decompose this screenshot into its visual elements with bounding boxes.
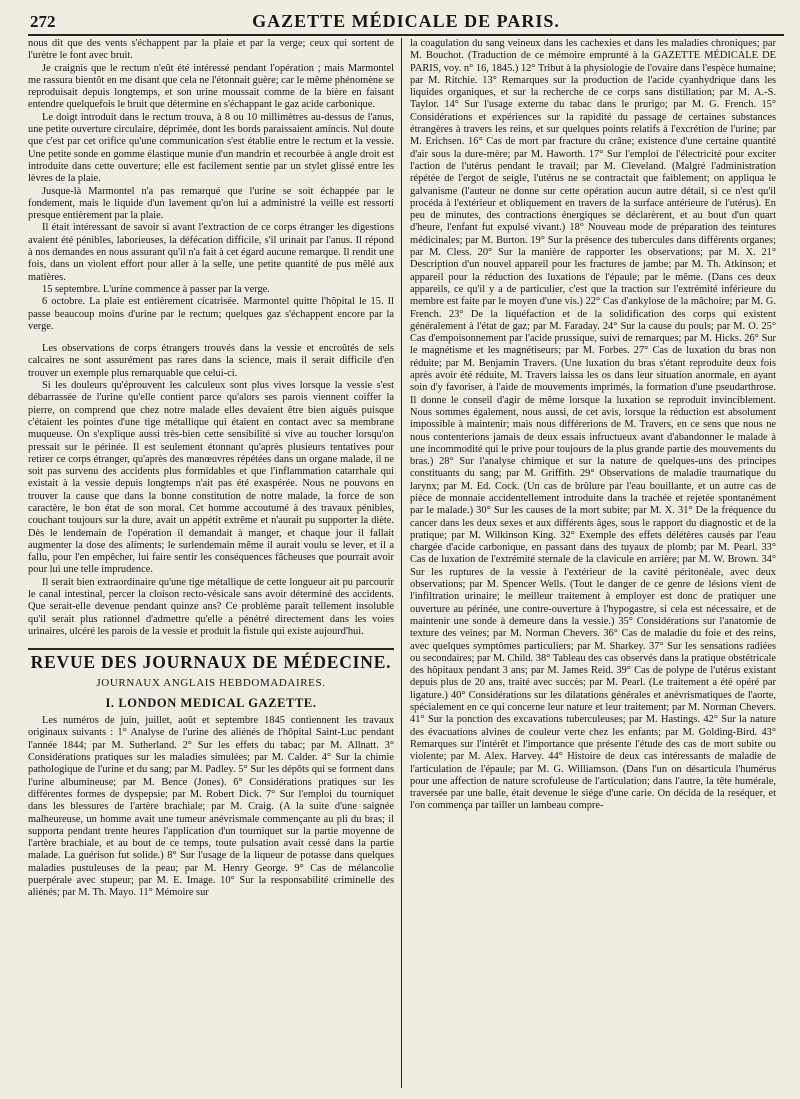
journal-title: GAZETTE MÉDICALE DE PARIS. [252,11,560,31]
paragraph: 15 septembre. L'urine commence à passer par la verge. [42,283,270,295]
left-column [28,38,402,1088]
right-column [402,38,776,1088]
section-divider [28,648,394,650]
text-columns [28,38,784,1088]
paragraph: Si les douleurs qu'éprouvent les calculeux sont plus vives lorsque la vessie s'est débarrassée de l'urine qu'elle contient parce qu'alors ses parois viennent coiffer la pierre, on comprend que chez notre malade elles devaient être bien aiguës puisque c'étaient les pointes d'une tige métallique qui étaient en contact avec sa membrane muqueuse. On s'explique aussi très-bien cette sensibilité si vive au toucher lorsqu'on pressait sur le périnée. Il est seulement étonnant qu'après plusieurs tentatives pour retirer ce corps étranger, qu'après des manœuvres répétées dans un organe malade, il ne soit pas survenu des accidents plus formidables et que l'inflammation catarrhale qui existait à la vessie depuis longtemps n'ait pas été exaspérée. Nous ne pouvons en trouver la cause que dans la bonne constitution de notre malade, la force de son caractère, le bon état de son moral. Cet homme accoutumé à des travaux pénibles, couchant toujours sur la dure, avait un appétit extrême et n'aurait pu supporter la diète. Dès le lendemain de l'opération il demandait à manger, et chaque jour il fallait augmenter la dose des aliments; le surlendemain même il aurait voulu se lever, et il a fallu, pour l'en empêcher, lui faire sentir les conséquences fâcheuses que pourrait avoir pour lui une telle imprudence. [28,380,394,576]
paragraph: Je craignis que le rectum n'eût été intéressé pendant l'opération ; mais Marmontel me rassura bientôt en me disant que cela ne l'étonnait guère; car le même phénomène se reproduisait depuis longtemps, et son urine moussait comme de la bière en faisant entendre quelquefois le bruit que détermine en s'échappant le gaz acide carbonique. [28,62,394,111]
paragraph: nous dit que des vents s'échappent par la plaie et par la verge; ceux qui sortent de l'urètre le font avec bruit. [28,38,394,62]
page-number: 272 [30,12,56,31]
paragraph: la coagulation du sang veineux dans les cachexies et dans les maladies chroniques; par M. Bouchot. (Traduction de ce mémoire emprunté à la GAZETTE MÉDICALE DE PARIS, voy. n° 16, 1845.) 12° Tribut à la physiologie de l'ovaire dans l'espèce humaine; par M. Ritchie. 13° Remarques sur la production de l'acide cyanhydrique dans les liquides organiques, et sur la recherche de ce corps sans distillation; par M. A.-S. Taylor. 14° Sur l'usage externe du tabac dans le prurigo; par M. G. French. 15° Considérations et expériences sur la rapidité du passage de certaines substances étrangères à travers les reins, et sur quelques points relatifs à l'excrétion de l'urine; par M. Erichsen. 16° Cas de mort par fracture du crâne; existence d'une certaine quantité d'air sous la dure-mère; par M. Haworth. 17° Sur l'emploi de l'électricité pour exciter l'action de l'utérus pendant le travail; par M. Cleveland. (Malgré l'administration répétée de l'ergot de seigle, l'utérus ne se contractait que faiblement; on appliqua le galvanisme (l'auteur ne donne sur cette opération aucun autre détail, si ce n'est qu'il procéda à l'extérieur et obliquement en travers de la surface antérieure de l'utérus). En peu de minutes, des contractions énergiques se déclarèrent, et au bout d'un quart d'heure, l'enfant fut expulsé vivant.) 18° Nouveau mode de préparation des teintures médicinales; par M. Burton. 19° Sur la présence des tubercules dans différents organes; par M. Cless. 20° Sur la manière de rapporter les observations; par M. X. 21° Description d'un nouvel appareil pour les fractures de jambe; par M. Th. Atkinson; et appareil pour la réduction des luxations de l'épaule; par le même. (Dans ces deux appareils, ce qu'il y a de particulier, c'est que la traction sur l'extrémité inférieure du membre est faite par le moyen d'une vis.) 22° Cas d'ankylose de la mâchoire; par M. G. French. 23° De la liquéfaction et de la solidification des corps qui existent généralement à l'état de gaz; par M. Faraday. 24° Sur la cause du pouls; par M. O. 25° Cas d'empoisonnement par l'acide prussique, suivi de remarques; par M. Hicks. 26° Sur le magnétisme et les magnétiseurs; par M. Forbes. 27° Cas de luxation du bras non réduite; par M. Benjamin Travers. (Une luxation du bras s'étant reproduite deux fois après avoir été réduite, M. Travers laissa les os dans leur situation anormale, en ayant soin d'y favoriser, à l'aide de mouvements imprimés, la formation d'une pseudarthrose. Il donne le conseil d'agir de même lorsque la luxation se reproduit invinciblement. Nous sommes également, nous aussi, de cet avis, lorsque la réduction est absolument impossible à maintenir; mais nous différerions de M. Travers, en ce sens que nous ne nous contenterions jamais de deux essais infructueux avant d'abandonner le malade à une incommodité qui le prive pour toujours de la plus grande partie des mouvements du bras.) 28° Sur l'analyse chimique et sur la nature de quelques-uns des principes constituants du sang; par M. Griffith. 29° Observations de maladie traumatique du larynx; par M. Ed. Cock. (Un cas de brûlure par l'eau bouillante, et un autre cas de pièce de monnaie accidentellement introduite dans la trachée et rejetée spontanément par le malade.) 30° Sur les causes de la mort subite; par M. X. 31° De la fréquence du cancer dans les deux sexes et aux différents âges, sous le rapport du diagnostic et de la pratique; par M. Wilkinson King. 32° Exemple des effets délétères causés par l'eau chargée d'acide carbonique, en passant dans des tuyaux de plomb; par M. Pearl. 33° Cas de luxation de l'extrémité sternale de la clavicule en arrière; par M. W. Brown. 34° Sur les ruptures de la vessie à l'extérieur de la cavité péritonéale, avec deux observations; par M. Spencer Wells. (Tout le danger de ce genre de lésions vient de l'infiltration urinaire; le meilleur traitement à employer est donc de pratiquer une ouverture au périnée, une contre-ouverture à l'hypogastre, si cela est nécessaire, et de maintenir une sonde à demeure dans la vessie.) 35° Considérations sur l'anatomie de texture des veines; par M. Norman Chevers. 36° Cas de maladie du foie et des reins, avec quelques symptômes particuliers; par M. Sharkey. 37° Sur les sensations radiées ou secondaires; par M. Child. 38° Tableau des cas observés dans la pratique obstétricale des hôpitaux pendant 3 ans; par M. James Reid. 39° Cas de polype de l'utérus existant depuis plus de 20 ans, traité avec succès; par M. Pearl. (Le traitement a été opéré par ligature.) 40° Considérations sur les dilatations générales et anévrismatiques de l'aorte, spécialement en ce qui concerne leur nature et leur traitement; par M. Norman Chevers. 41° Sur la ponction des excavations tuberculeuses; par M. Hastings. 42° Sur la nature des évacuations alvines de couleur verte chez les enfants; par M. Golding-Bird. 43° Remarques sur l'intérêt et l'importance que présente l'étude des cas de mort subite ou violente; par M. Alex. Harvey. 44° Histoire de deux cas intéressants de maladie de l'articulation de l'épaule; par M. G. Williamson. (Dans l'un on désarticula l'humérus pour une affection de nature scrofuleuse de l'articulation; dans l'autre, la tête humérale, traversée par une balle, était devenue le siége d'une carie. On décida de la reséquer, et l'on commença par tailler un lambeau compre- [410,38,776,812]
paragraph: Il serait bien extraordinaire qu'une tige métallique de cette longueur ait pu parcourir le canal intestinal, percer la cloison recto-vésicale sans avoir déterminé des accidents. Que serait-elle devenue pendant quinze ans? Ce problème paraît tellement insoluble qu'il serait plus rationnel d'admettre qu'elle a pénétré directement dans les voies urinaires, ulcéré les parois de la vessie et produit la fistule qui existe aujourd'hui. [28,576,394,637]
section-subtitle: JOURNAUX ANGLAIS HEBDOMADAIRES. [96,676,326,689]
paragraph: Le doigt introduit dans le rectum trouva, à 8 ou 10 millimètres au-dessus de l'anus, une petite ouverture circulaire, déprimée, dont les bords paraissaient amincis. Nul doute que c'est par cet orifice qu'une communication s'est établie entre le rectum et la vessie. Une petite sonde en gomme élastique munie d'un mandrin et recourbée à angle droit est introduite dans cette ouverture; elle est facilement sentie par un stylet glissé entre les lèvres de la plaie. [28,111,394,185]
paragraph: Les observations de corps étrangers trouvés dans la vessie et encroûtés de sels calcaires ne sont assurément pas rares dans la science, mais il serait difficile d'en trouver un exemple plus remarquable que celui-ci. [28,343,394,379]
paragraph: 6 octobre. La plaie est entièrement cicatrisée. Marmontel quitte l'hôpital le 15. Il passe beaucoup moins d'urine par le rectum; quelques gaz s'échappent encore par la verge. [28,296,394,332]
section-title: REVUE DES JOURNAUX DE MÉDECINE. [30,652,392,673]
paragraph: Les numéros de juin, juillet, août et septembre 1845 contiennent les travaux originaux suivants : 1° Analyse de l'urine des aliénés de l'hôpital Saint-Luc pendant l'année 1844; par M. Sutherland. 2° Sur les effets du tabac; par M. Allnatt. 3° Considérations pratiques sur les maladies simulées; par M. Calder. 4° Sur la chimie pathologique de l'urine et du sang; par M. Padley. 5° Sur les dépôts qui se forment dans l'urine albumineuse; par M. Bence (Jones). 6° Considérations pratiques sur les différentes formes de dyspepsie; par M. Robert Dick. 7° Sur l'emploi du tourniquet dans les blessures de l'artère brachiale; par M. Craig. (A la suite d'une saignée malheureuse, un homme avait une tumeur anévrismale commençante au pli du bras; il supporta pendant trente heures l'application d'un tourniquet sur la partie moyenne de l'artère brachiale, et au bout de ce temps, toute pulsation avait cessé dans la partie malade. La guérison fut solide.) 8° Sur l'usage de la liqueur de potasse dans quelques maladies pustuleuses de la peau; par M. Henry George. 9° Cas de mélancolie puerpérale avec stupeur; par M. E. Image. 10° Sur la responsabilité criminelle des aliénés; par M. Th. Mayo. 11° Mémoire sur [28,715,394,899]
paragraph: Jusque-là Marmontel n'a pas remarqué que l'urine se soit échappée par le fondement, mais le liquide d'un lavement qu'on lui a administré la veille est ressorti presque entièrement par la plaie. [28,185,394,222]
subsection-title: I. LONDON MEDICAL GAZETTE. [105,695,317,710]
spacer [28,333,394,343]
paragraph: Il était intéressant de savoir si avant l'extraction de ce corps étranger les digestions avaient été pénibles, laborieuses, la défécation difficile, s'il urinait par l'anus. Il répond à nos demandes en nous assurant qu'il n'a fait à cet égard aucune remarque. Il rendit une fois, dans un violent effort pour aller à la selle, une petite quantité de pus mêlé aux matières. [28,222,394,283]
page-header [28,10,784,36]
